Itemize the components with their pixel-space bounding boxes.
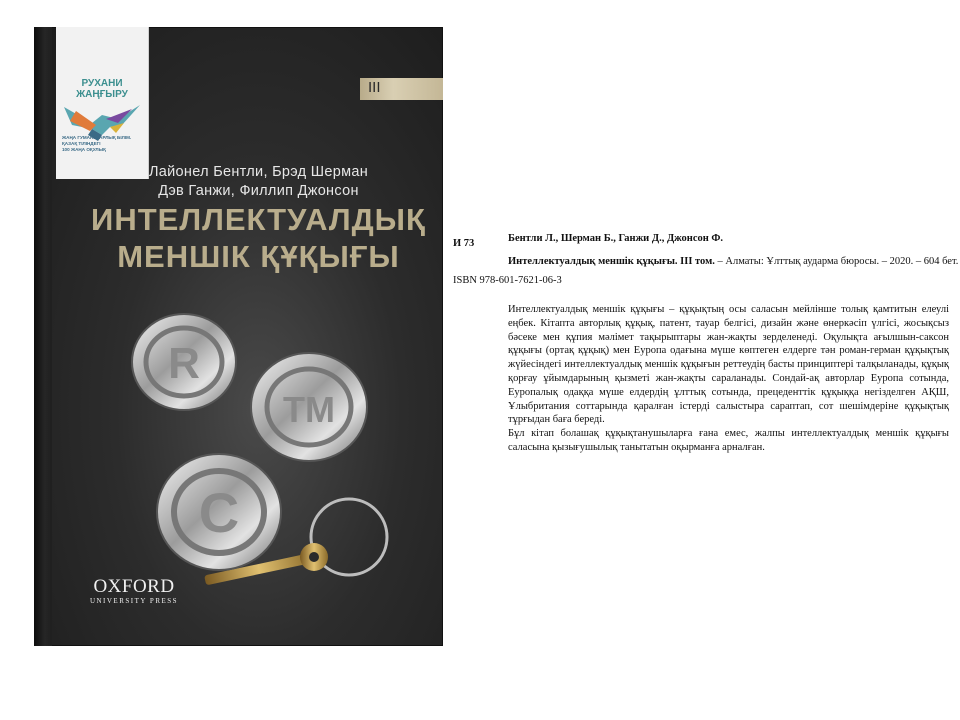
symbol-tm-text: TM	[283, 389, 335, 430]
catalog-abstract	[508, 303, 949, 455]
catalog-isbn: ISBN 978-601-7621-06-3	[453, 275, 562, 286]
catalog-title-bold: Интеллектуалдық меншік құқығы. III том.	[508, 256, 715, 267]
publisher-press: UNIVERSITY PRESS	[89, 597, 179, 605]
logo-title: РУХАНИ ЖАҢҒЫРУ	[76, 78, 128, 100]
cover-title-line1: ИНТЕЛЛЕКТУАЛДЫҚ	[91, 202, 426, 237]
symbol-c-text: C	[198, 481, 240, 544]
ip-symbols-illustration	[124, 312, 424, 612]
cover-authors-line2: Дэв Ганжи, Филлип Джонсон	[158, 183, 359, 199]
rukhani-zhangyru-logo	[56, 27, 149, 179]
catalog-authors: Бентли Л., Шерман Б., Ганжи Д., Джонсон Ф.	[508, 233, 724, 244]
registered-symbol-icon	[132, 314, 236, 410]
trademark-symbol-icon	[251, 353, 367, 461]
publisher-name: OXFORD	[93, 576, 175, 597]
cover-spine-edge	[34, 27, 52, 646]
catalog-code: И 73	[453, 238, 475, 249]
abstract-paragraph-1: Интеллектуалдық меншік құқығы – құқықтың осы саласын мейлінше толық қамтитын елеулі еңбек. Кітапта авторлық құқық, патент, тауар белгісі, дизайн және өнеркәсіп үлгісі, жосықсыз бәсеке мен құпия мәлімет тақырыптары жан-жақты зерделенеді. Оқулықта ағылшын-саксон құқығы (ортақ құқық) мен Еуропа одағына мүше көптеген елдерге тән роман-герман құқықтық жүйесіндегі интеллектуалдық меншік құқығын реттеудің басты принциптері талқыланады, құқық қорғау ұйымдарының қызметі жан-жақты сараланады. Сондай-ақ авторлар Еуропа сотында, Еуропалық одаққа мүше елдердің ұлттық сотында, прецеденттік құқыққа негізделген АҚШ, Ұлыбритания соттарында қаралған істерді салыстыра сараптап, сот шешімдеріне құқықтық тұрғыдан баға береді.	[508, 304, 949, 426]
symbol-r-text: R	[168, 339, 200, 388]
cover-authors-line1: Лайонел Бентли, Брэд Шерман	[148, 164, 369, 180]
book-cover	[34, 27, 443, 646]
volume-badge: III	[360, 78, 443, 100]
catalog-title	[508, 256, 958, 267]
publisher-logo	[64, 577, 204, 606]
cover-title-line2: МЕНШІК ҚҰҚЫҒЫ	[117, 239, 400, 274]
catalog-title-rest: – Алматы: Ұлттық аударма бюросы. – 2020. – 604 бет.	[714, 256, 959, 267]
abstract-paragraph-2: Бұл кітап болашақ құқықтанушыларға ғана емес, жалпы интеллектуалдық меншік құқығы саласына қызығушылық танытатын оқырманға арналған.	[508, 428, 949, 453]
copyright-symbol-icon	[157, 454, 281, 570]
logo-subtitle: ЖАҢА ГУМАНИТАРЛЫҚ БІЛІМ. ҚАЗАҚ ТІЛІНДЕГІ 100 ЖАҢА ОҚУЛЫҚ	[62, 135, 132, 152]
